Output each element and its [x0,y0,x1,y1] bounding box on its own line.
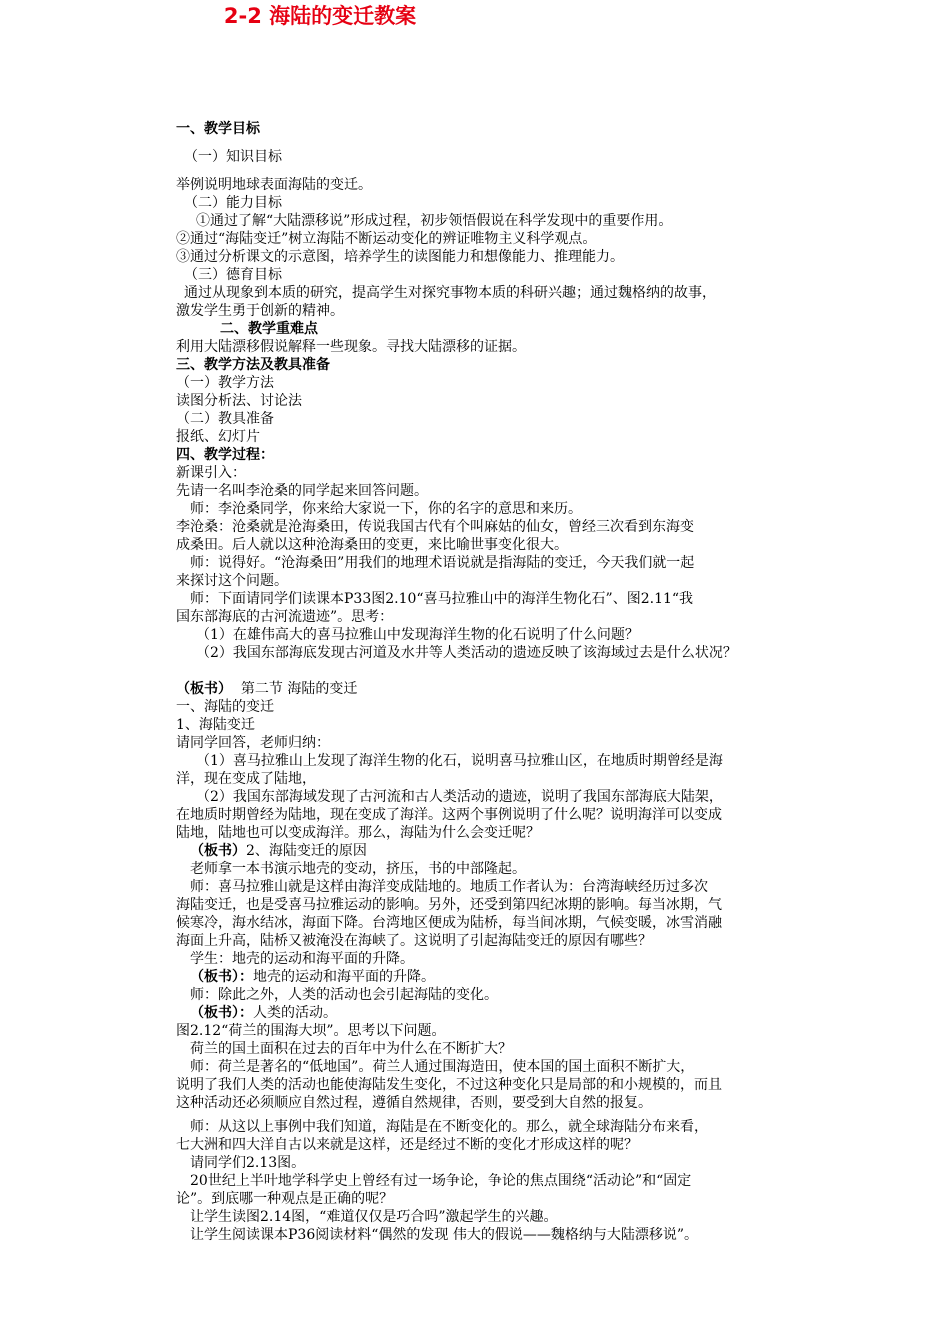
paragraph: 先请一名叫李沧桑的同学起来回答问题。 [176,483,428,499]
paragraph: 请同学回答，老师归纳： [176,735,330,751]
list-item: ③通过分析课文的示意图，培养学生的读图能力和想像能力、推理能力。 [176,249,624,265]
paragraph: （2）我国东部海域发现了古河流和古人类活动的遗迹，说明了我国东部海底大陆架， [196,789,723,805]
subheading: （二）能力目标 [184,195,282,211]
paragraph: 师：荷兰是著名的“低地国”。荷兰人通过围海造田，使本国的国土面积不断扩大， [190,1059,695,1075]
paragraph: 李沧桑：沧桑就是沧海桑田，传说我国古代有个叫麻姑的仙女，曾经三次看到东海变 [176,519,694,535]
paragraph: 陆地，陆地也可以变成海洋。那么，海陆为什么会变迁呢？ [176,825,540,841]
board-note: （板书）2、海陆变迁的原因 [190,843,367,859]
paragraph: 洋，现在变成了陆地， [176,771,316,787]
paragraph: 师：除此之外，人类的活动也会引起海陆的变化。 [190,987,498,1003]
paragraph: 师：从这以上事例中我们知道，海陆是在不断变化的。那么，就全球海陆分布来看， [190,1119,708,1135]
paragraph: 通过从现象到本质的研究，提高学生对探究事物本质的科研兴趣；通过魏格纳的故事， [184,285,716,301]
subheading: （一）教学方法 [176,375,274,391]
list-item: ②通过“海陆变迁”树立海陆不断运动变化的辨证唯物主义科学观点。 [176,231,597,247]
paragraph: 举例说明地球表面海陆的变迁。 [176,177,372,193]
paragraph: 让学生阅读课本P36阅读材料“偶然的发现 伟大的假说——魏格纳与大陆漂移说”。 [190,1227,698,1243]
paragraph: 利用大陆漂移假说解释一些现象。寻找大陆漂移的证据。 [176,339,526,355]
paragraph: 老师拿一本书演示地壳的变动，挤压，书的中部隆起。 [190,861,526,877]
paragraph: 师：喜马拉雅山就是这样由海洋变成陆地的。地质工作者认为：台湾海峡经历过多次 [190,879,708,895]
board-note: （板书） 第二节 海陆的变迁 [176,681,358,697]
subheading: （二）教具准备 [176,411,274,427]
paragraph: 激发学生勇于创新的精神。 [176,303,344,319]
paragraph: 这种活动还必须顺应自然过程，遵循自然规律，否则，要受到大自然的报复。 [176,1095,652,1111]
paragraph: 师：说得好。“沧海桑田”用我们的地理术语说就是指海陆的变迁，今天我们就一起 [190,555,695,571]
paragraph: 成桑田。后人就以这种沧海桑田的变更，来比喻世事变化很大。 [176,537,568,553]
subheading: （三）德育目标 [184,267,282,283]
paragraph: 让学生读图2.14图，“难道仅仅是巧合吗”激起学生的兴趣。 [190,1209,558,1225]
paragraph: 师：下面请同学们读课本P33图2.10“喜马拉雅山中的海洋生物化石”、图2.11“我 [190,591,694,607]
paragraph: 20世纪上半叶地学科学史上曾经有过一场争论，争论的焦点围绕“活动论”和“固定 [190,1173,692,1189]
paragraph: 荷兰的国土面积在过去的百年中为什么在不断扩大？ [190,1041,512,1057]
heading-key-points: 二、教学重难点 [220,321,318,337]
heading-methods: 三、教学方法及教具准备 [176,357,330,373]
list-item: ①通过了解“大陆漂移说”形成过程，初步领悟假说在科学发现中的重要作用。 [196,213,673,229]
subheading: （一）知识目标 [184,149,282,165]
board-note: （板书）：地壳的运动和海平面的升降。 [190,969,435,985]
paragraph: 报纸、幻灯片 [176,429,260,445]
paragraph: 论”。到底哪一种观点是正确的呢？ [176,1191,394,1207]
paragraph: 请同学们2.13图。 [190,1155,306,1171]
paragraph: 国东部海底的古河流遗迹”。思考： [176,609,394,625]
paragraph: 师：李沧桑同学，你来给大家说一下，你的名字的意思和来历。 [190,501,582,517]
board-note: （板书）：人类的活动。 [190,1005,337,1021]
question: （2）我国东部海底发现古河道及水井等人类活动的遗迹反映了该海域过去是什么状况？ [196,645,737,661]
paragraph: 在地质时期曾经为陆地，现在变成了海洋。这两个事例说明了什么呢？说明海洋可以变成 [176,807,722,823]
page-title: 2-2 海陆的变迁教案 [223,4,417,28]
heading-objectives: 一、教学目标 [176,121,260,137]
paragraph: 海陆变迁，也是受喜马拉雅运动的影响。另外，还受到第四纪冰期的影响。每当冰期，气 [176,897,722,913]
paragraph: （1）喜马拉雅山上发现了海洋生物的化石，说明喜马拉雅山区，在地质时期曾经是海 [196,753,723,769]
document-body [176,120,816,1244]
paragraph: 一、海陆的变迁 [176,699,274,715]
heading-process: 四、教学过程： [176,447,274,463]
question: （1）在雄伟高大的喜马拉雅山中发现海洋生物的化石说明了什么问题？ [196,627,639,643]
paragraph: 1、海陆变迁 [176,717,255,733]
paragraph: 说明了我们人类的活动也能使海陆发生变化，不过这种变化只是局部的和小规模的，而且 [176,1077,722,1093]
paragraph: 海面上升高，陆桥又被淹没在海峡了。这说明了引起海陆变迁的原因有哪些？ [176,933,652,949]
paragraph: 七大洲和四大洋自古以来就是这样，还是经过不断的变化才形成这样的呢？ [176,1137,638,1153]
paragraph: 新课引入： [176,465,246,481]
paragraph: 来探讨这个问题。 [176,573,288,589]
paragraph: 图2.12“荷兰的围海大坝”。思考以下问题。 [176,1023,446,1039]
paragraph: 候寒冷，海水结冰，海面下降。台湾地区便成为陆桥，每当间冰期，气候变暖，冰雪消融 [176,915,722,931]
paragraph: 读图分析法、讨论法 [176,393,302,409]
paragraph: 学生：地壳的运动和海平面的升降。 [190,951,414,967]
